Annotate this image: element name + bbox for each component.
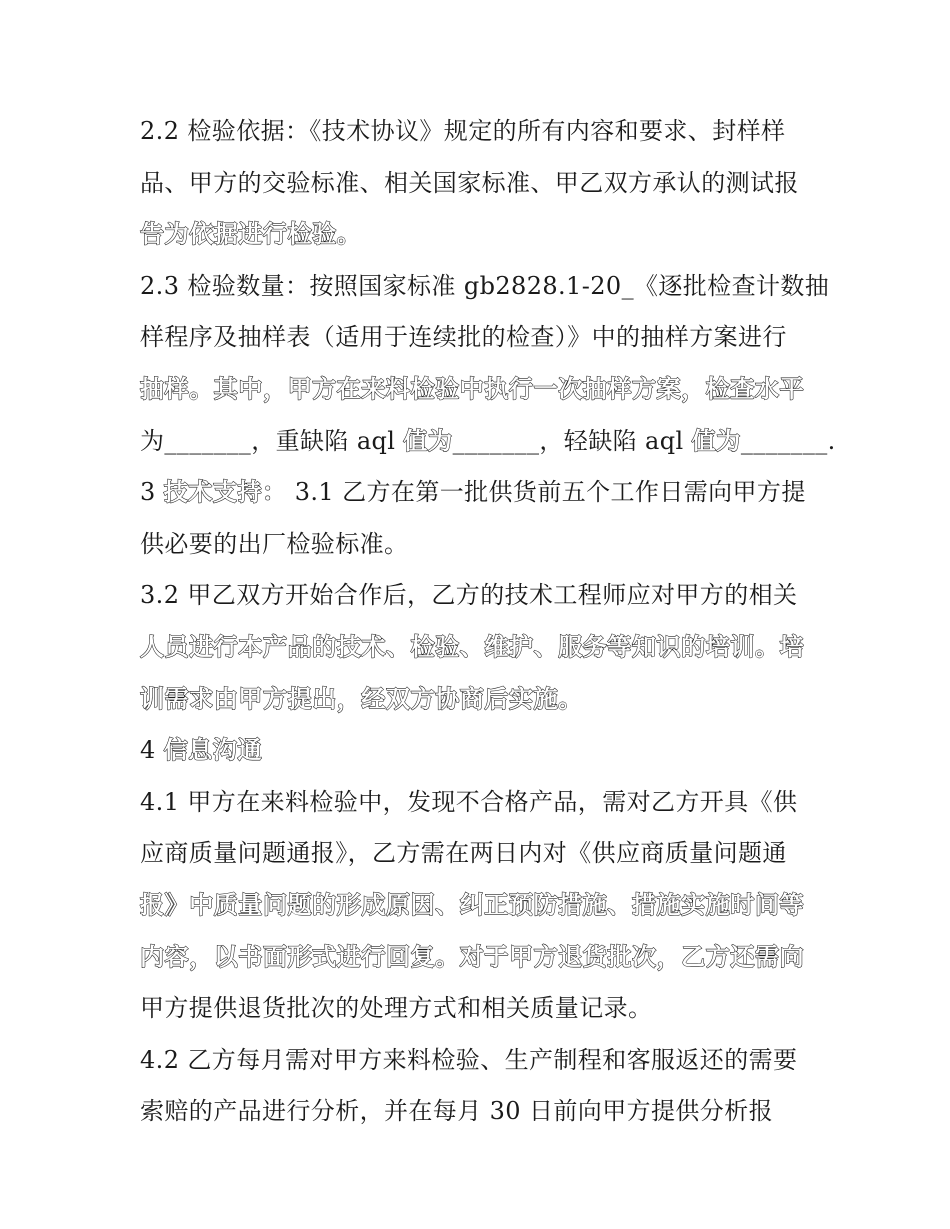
text-segment: 品、甲方的交验标准、相关国家标准、甲乙双方承认的测试报 [140,168,799,197]
text-segment: 样程序及抽样表（适用于连续批的检查）》中的抽样方案进行 [140,323,787,352]
text-line [140,932,812,984]
text-line [140,828,812,880]
document-page [140,106,836,1138]
text-segment: 3.1 乙方在第一批供货前五个工作日需向甲方提 [286,478,806,507]
text-segment: 4 [140,736,164,765]
text-segment: 3 [140,478,164,507]
outlined-text-segment: 值为 [691,426,741,455]
text-line [140,674,812,726]
text-line [140,880,812,932]
text-line [140,261,830,313]
text-line [140,1035,812,1087]
text-line [140,364,812,416]
outlined-text-segment: 技术支持： [163,478,287,507]
text-segment: 甲方提供退货批次的处理方式和相关质量记录。 [140,994,653,1023]
text-segment: 2.2 检验依据：《技术协议》规定的所有内容和要求、封样样 [140,117,786,145]
text-line [140,312,812,364]
outlined-text-segment: 抽样。其中，甲方在来料检验中执行一次抽样方案，检查水平 [140,374,805,403]
outlined-text-segment: 值为 [403,426,453,455]
text-line [140,1086,812,1138]
text-segment: 4.1 甲方在来料检验中，发现不合格产品，需对乙方开具《供 [140,787,798,816]
text-segment: 2.3 检验数量：按照国家标准 gb2828.1-20_《逐批检查计数抽 [140,271,830,300]
outlined-text-segment: 训需求由甲方提出，经双方协商后实施。 [140,684,583,713]
outlined-text-segment: 告为依据进行检验。 [140,220,362,249]
text-line [140,519,812,571]
text-line [140,209,812,261]
text-line [140,416,836,468]
text-line [140,983,812,1035]
text-segment: _______. [740,426,836,455]
text-segment: 应商质量问题通报》，乙方需在两日内对《供应商质量问题通 [140,839,787,868]
text-line [140,570,812,622]
text-segment: 供必要的出厂检验标准。 [140,529,409,558]
outlined-text-segment: 报》中质量问题的形成原因、纠正预防措施、措施实施时间等 [140,890,805,919]
text-line [140,158,812,210]
text-segment: 为_______，重缺陷 aql [140,426,404,455]
outlined-text-segment: 内容，以书面形式进行回复。对于甲方退货批次，乙方还需向 [140,942,805,971]
text-line [140,622,812,674]
text-line [140,467,812,519]
text-segment: 索赔的产品进行分析，并在每月 30 日前向甲方提供分析报 [140,1097,773,1126]
text-segment: 3.2 甲乙双方开始合作后，乙方的技术工程师应对甲方的相关 [140,581,798,610]
text-line [140,106,812,158]
text-segment: _______，轻缺陷 aql [452,426,692,455]
text-line [140,777,812,829]
text-line [140,725,812,777]
text-segment: 4.2 乙方每月需对甲方来料检验、生产制程和客服返还的需要 [140,1045,798,1074]
outlined-text-segment: 信息沟通 [163,736,263,765]
outlined-text-segment: 人员进行本产品的技术、检验、维护、服务等知识的培训。培 [140,632,805,661]
